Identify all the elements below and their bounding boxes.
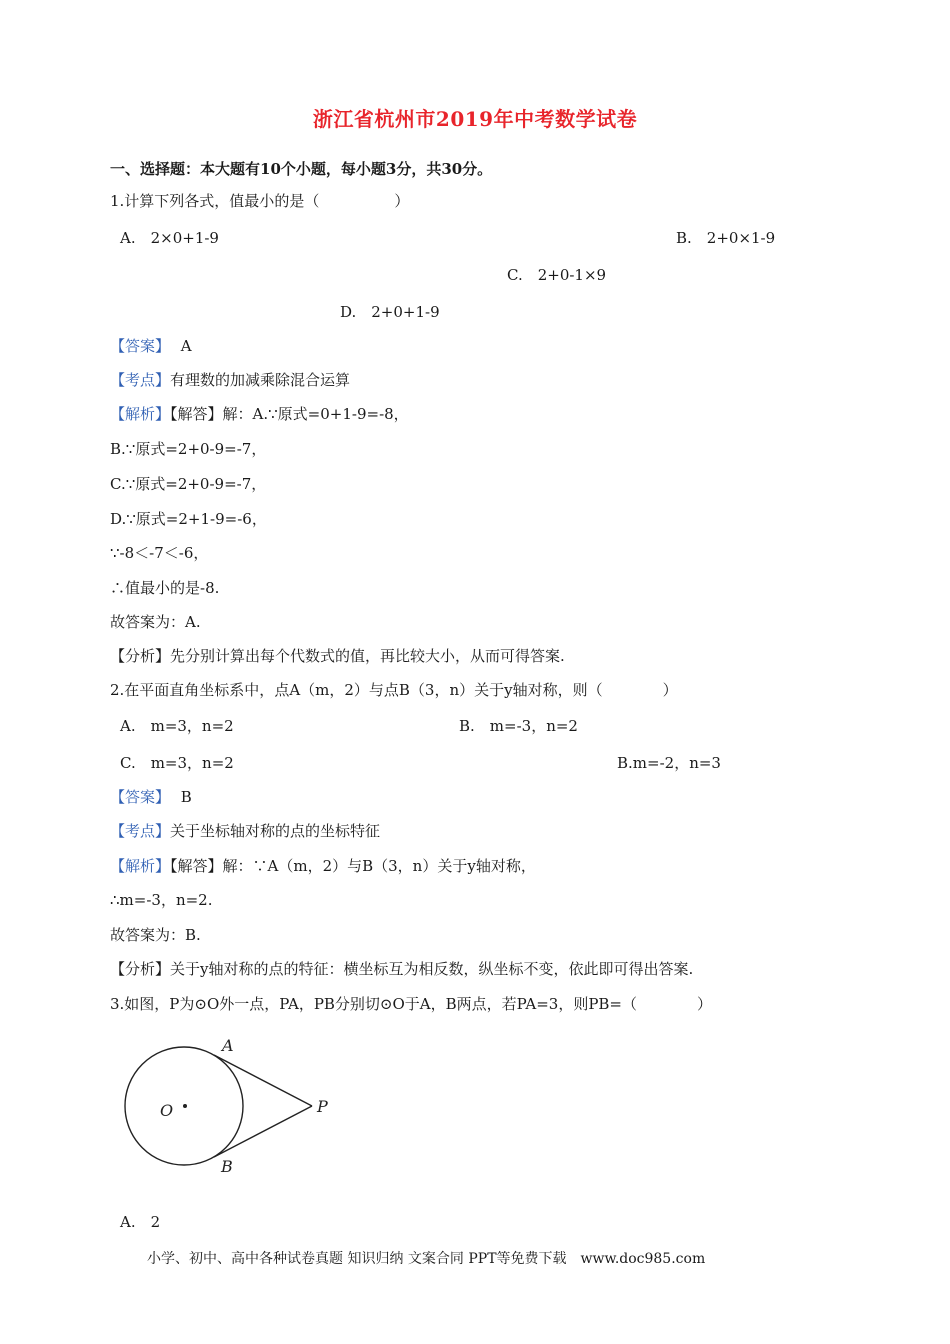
tangent-circle-figure <box>118 1032 348 1182</box>
section-heading: 一、选择题：本大题有10个小题，每小题3分，共30分。 <box>110 160 493 178</box>
analysis-tag: 【解析】 <box>110 405 171 423</box>
knowledge-point-text: 有理数的加减乘除混合运算 <box>170 371 351 389</box>
question-1-option-c: C. 2+0-1×9 <box>507 266 607 284</box>
knowledge-point-line <box>110 370 350 390</box>
knowledge-point-tag: 【考点】 <box>110 371 171 389</box>
question-2-option-d: B.m=-2，n=3 <box>617 754 721 772</box>
solution-line: ∵-8＜-7＜-6， <box>110 544 209 562</box>
solution-line: D.∵原式=2+1-9=-6， <box>110 510 267 528</box>
center-point <box>183 1104 187 1108</box>
question-2-option-b: B. m=-3，n=2 <box>459 717 578 735</box>
question-3-stem: 3.如图，P为⊙O外一点，PA，PB分别切⊙O于A，B两点，若PA=3，则PB=（ ） <box>110 995 713 1013</box>
knowledge-point-line <box>110 821 380 841</box>
question-3-option-a: A. 2 <box>120 1213 161 1231</box>
label-a: A <box>222 1036 234 1055</box>
question-2-stem: 2.在平面直角坐标系中，点A（m，2）与点B（3，n）关于y轴对称，则（ ） <box>110 681 678 699</box>
answer-value: A <box>180 337 192 355</box>
solution-line: 故答案为：A. <box>110 613 201 631</box>
answer-tag: 【答案】 <box>110 788 171 806</box>
tangent-pa <box>214 1055 312 1106</box>
knowledge-point-text: 关于坐标轴对称的点的坐标特征 <box>170 822 381 840</box>
question-1-stem: 1.计算下列各式，值最小的是（ ） <box>110 192 410 210</box>
solution-line: C.∵原式=2+0-9=-7， <box>110 475 267 493</box>
solution-line: 故答案为：B. <box>110 926 201 944</box>
question-1-option-d: D. 2+0+1-9 <box>340 303 440 321</box>
analysis-line <box>110 404 409 424</box>
question-1-option-b: B. 2+0×1-9 <box>676 229 776 247</box>
page-title: 浙江省杭州市2019年中考数学试卷 <box>312 107 638 131</box>
label-b: B <box>221 1157 233 1176</box>
analysis-text: 【解答】解：A.∵原式=0+1-9=-8， <box>170 405 409 423</box>
question-1-option-a: A. 2×0+1-9 <box>120 229 219 247</box>
analysis-text: 【解答】解：∵A（m，2）与B（3，n）关于y轴对称， <box>170 857 536 875</box>
answer-line <box>110 336 192 356</box>
solution-line: ∴m=-3，n=2. <box>110 891 213 909</box>
knowledge-point-tag: 【考点】 <box>110 822 171 840</box>
solution-line: 【分析】先分别计算出每个代数式的值，再比较大小，从而可得答案. <box>110 647 565 665</box>
question-2-option-a: A. m=3，n=2 <box>120 717 234 735</box>
answer-tag: 【答案】 <box>110 337 171 355</box>
solution-line: 【分析】关于y轴对称的点的特征：横坐标互为相反数，纵坐标不变，依此即可得出答案. <box>110 960 694 978</box>
answer-line <box>110 787 192 807</box>
answer-value: B <box>180 788 192 806</box>
label-p: P <box>317 1097 328 1116</box>
solution-line: ∴值最小的是-8. <box>110 579 220 597</box>
analysis-tag: 【解析】 <box>110 857 171 875</box>
solution-line: B.∵原式=2+0-9=-7， <box>110 440 267 458</box>
footer-text: 小学、初中、高中各种试卷真题 知识归纳 文案合同 PPT等免费下载 www.doc985.com <box>147 1251 706 1267</box>
label-o: O <box>160 1101 174 1120</box>
question-2-option-c: C. m=3，n=2 <box>120 754 234 772</box>
analysis-line <box>110 856 536 876</box>
tangent-pb <box>214 1106 312 1157</box>
